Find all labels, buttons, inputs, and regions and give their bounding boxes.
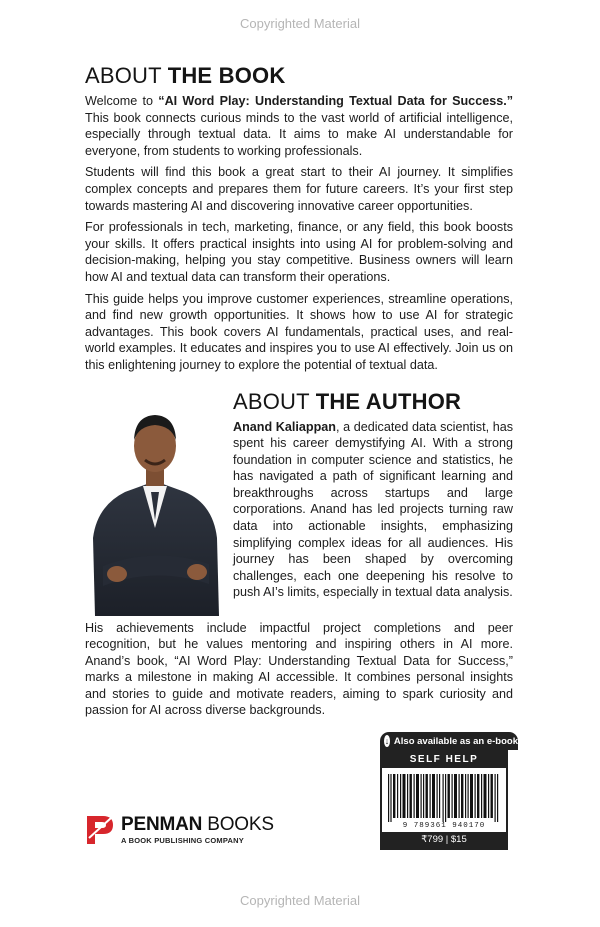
author-paragraph-1 <box>233 419 513 602</box>
ebook-note-text: Also available as an e-book <box>393 735 518 747</box>
author-paragraph-2: His achievements include impactful project completions and peer recognition, but he values mentoring and inspiring others in AI more. Anand’s book, “AI Word Play: Understanding Textual Data for Success,” marks a milestone in making AI accessible. It combines personal insights and stories to guide and motivate readers, aiming to spark curiosity and passion for AI across diverse backgrounds. <box>85 620 513 718</box>
price-label: ₹799 | $15 <box>382 832 506 848</box>
category-label: SELF HELP <box>382 752 506 768</box>
heading-bold: THE BOOK <box>167 63 286 88</box>
author-p1-rest: , a dedicated data scientist, has spent his career demystifying AI. With a strong foundation in computer science and statistics, he has navigated a path of significant learning and breakthroughs across startups and large corporations. Anand has led projects turning raw data into actionable insights, emphasizing simplifying complex ideas for all audiences. His journey has been shaped by overcoming challenges, each one deepening his resolve to push AI’s limits, especially in textual data analysis. <box>233 419 513 600</box>
heading-bold: THE AUTHOR <box>315 388 462 414</box>
back-cover-content <box>85 62 513 724</box>
heading-light: ABOUT <box>85 63 168 88</box>
copyright-watermark-top: Copyrighted Material <box>240 16 360 31</box>
isbn-barcode <box>388 774 500 822</box>
about-book-section <box>85 62 513 374</box>
barcode-block <box>380 732 518 850</box>
penman-logo-icon <box>85 812 115 846</box>
barcode-frame <box>380 750 508 850</box>
p1-prefix: Welcome to <box>85 94 159 108</box>
publisher-logo-block <box>85 812 305 852</box>
copyright-watermark-bottom: Copyrighted Material <box>240 893 360 908</box>
p1-rest: This book connects curious minds to the vast world of artificial intelligence, especially through textual data. It aims to make AI understandable for everyone, from students to working professionals. <box>85 110 513 158</box>
publisher-name-bold: PENMAN <box>121 814 203 835</box>
heading-light: ABOUT <box>233 388 316 414</box>
about-author-section <box>85 388 513 618</box>
book-paragraph-2: Students will find this book a great start to their AI journey. It simplifies complex concepts and prepares them for future careers. It’s your first step towards mastering AI and discovering innovative career opportunities. <box>85 165 513 213</box>
author-bio-column <box>233 388 513 602</box>
publisher-tagline: A BOOK PUBLISHING COMPANY <box>121 836 244 845</box>
author-name: Anand Kaliappan <box>233 419 336 434</box>
publisher-name <box>121 814 274 836</box>
about-author-heading <box>233 388 513 416</box>
book-paragraph-3: For professionals in tech, marketing, finance, or any field, this book boosts your skills. It offers practical insights into using AI for problem-solving and decision-making, helping you stay competitive. Business owners will learn how AI and textual data can transform their operations. <box>85 220 513 284</box>
download-icon: ↓ <box>384 736 390 746</box>
book-paragraph-4: This guide helps you improve customer experiences, streamline operations, and find new growth opportunities. It shows how to use AI for strategic advantages. This book covers AI fundamentals, practical uses, and real-world examples. It educates and inspires you to use AI effectively. Join us on this enlightening journey to explore the potential of textual data. <box>85 291 513 372</box>
isbn-digits: 9 789361 940170 <box>402 822 486 830</box>
publisher-name-light: BOOKS <box>202 814 274 835</box>
ebook-availability-tag <box>380 732 518 750</box>
book-paragraph-1 <box>85 93 513 159</box>
book-title-quote: “AI Word Play: Understanding Textual Data for Success.” <box>158 94 514 108</box>
author-photo <box>85 388 225 616</box>
about-book-heading <box>85 62 513 90</box>
